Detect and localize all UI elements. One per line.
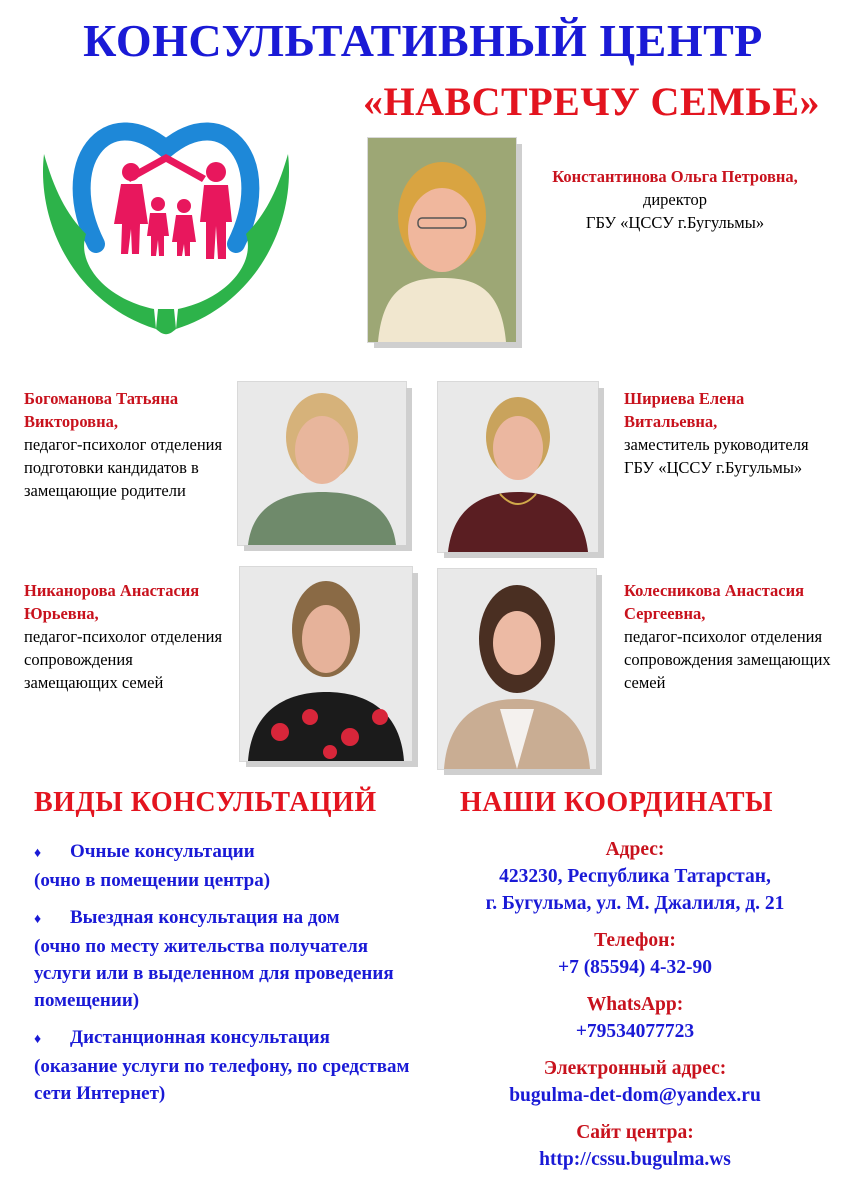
phone-label: Телефон: <box>594 930 676 951</box>
logo-hand-base <box>156 309 176 334</box>
consult-types-title: ВИДЫ КОНСУЛЬТАЦИЙ <box>34 787 377 818</box>
consult-types-list <box>34 838 424 1117</box>
shirieva-role: заместитель руководителя ГБУ «ЦССУ г.Бугульмы» <box>624 435 809 477</box>
email-label: Электронный адрес: <box>543 1058 727 1079</box>
diamond-bullet-icon: ♦ <box>34 912 42 927</box>
diamond-bullet-icon: ♦ <box>34 846 42 861</box>
nikanorova-photo <box>240 567 412 761</box>
address-label: Адрес: <box>605 839 665 860</box>
director-caption <box>550 165 800 234</box>
address-line1: 423230, Республика Татарстан, <box>499 866 771 887</box>
director-name: Константинова Ольга Петровна, <box>552 167 798 186</box>
page-title-line2: «НАВСТРЕЧУ СЕМЬЕ» <box>362 79 820 124</box>
bogomanova-role: педагог-психолог отделения подготовки кандидатов в замещающие родители <box>24 435 223 500</box>
site-link[interactable]: http://cssu.bugulma.ws <box>539 1149 731 1170</box>
consult-type-desc: (очно в помещении центра) <box>34 870 271 891</box>
diamond-bullet-icon: ♦ <box>34 1032 42 1047</box>
consult-type-head: Выездная консультация на дом <box>70 907 340 928</box>
consult-type-item <box>34 904 424 1014</box>
kolesnikova-name: Колесникова Анастасия Сергеевна, <box>624 581 805 623</box>
whatsapp-value[interactable]: +79534077723 <box>575 1021 695 1042</box>
consult-type-head: Дистанционная консультация <box>70 1027 330 1048</box>
consult-type-item <box>34 1024 424 1107</box>
director-photo <box>368 138 516 342</box>
consult-type-head: Очные консультации <box>70 841 255 862</box>
consult-type-item <box>34 838 424 894</box>
logo-family <box>114 154 232 259</box>
shirieva-caption <box>624 387 829 479</box>
nikanorova-role: педагог-психолог отделения сопровождения замещающих семей <box>24 627 223 692</box>
bogomanova-photo <box>238 382 406 545</box>
kolesnikova-role: педагог-психолог отделения сопровождения замещающих семей <box>624 627 831 692</box>
shirieva-name: Шириева Елена Витальевна, <box>624 389 745 431</box>
bogomanova-caption <box>24 387 229 502</box>
kolesnikova-caption <box>624 579 834 694</box>
contacts-title: НАШИ КООРДИНАТЫ <box>460 787 774 818</box>
phone-value[interactable]: +7 (85594) 4-32-90 <box>557 957 713 978</box>
consult-type-desc: (очно по месту жительства получателя услуги или в выделенном для проведения помещении) <box>34 936 394 1011</box>
nikanorova-caption <box>24 579 229 694</box>
nikanorova-name: Никанорова Анастасия Юрьевна, <box>24 581 200 623</box>
contacts-block <box>440 836 830 1183</box>
page-title-line1: КОНСУЛЬТАТИВНЫЙ ЦЕНТР <box>83 15 763 66</box>
director-role-line2: ГБУ «ЦССУ г.Бугульмы» <box>585 213 765 232</box>
center-logo <box>36 94 296 344</box>
bogomanova-name: Богоманова Татьяна Викторовна, <box>24 389 179 431</box>
whatsapp-label: WhatsApp: <box>586 994 684 1015</box>
kolesnikova-photo <box>438 569 596 769</box>
email-link[interactable]: bugulma-det-dom@yandex.ru <box>509 1085 761 1106</box>
consult-type-desc: (оказание услуги по телефону, по средствам сети Интернет) <box>34 1056 410 1104</box>
address-line2: г. Бугульма, ул. М. Джалиля, д. 21 <box>485 893 785 914</box>
shirieva-photo <box>438 382 598 552</box>
site-label: Сайт центра: <box>576 1122 694 1143</box>
director-role-line1: директор <box>642 190 708 209</box>
